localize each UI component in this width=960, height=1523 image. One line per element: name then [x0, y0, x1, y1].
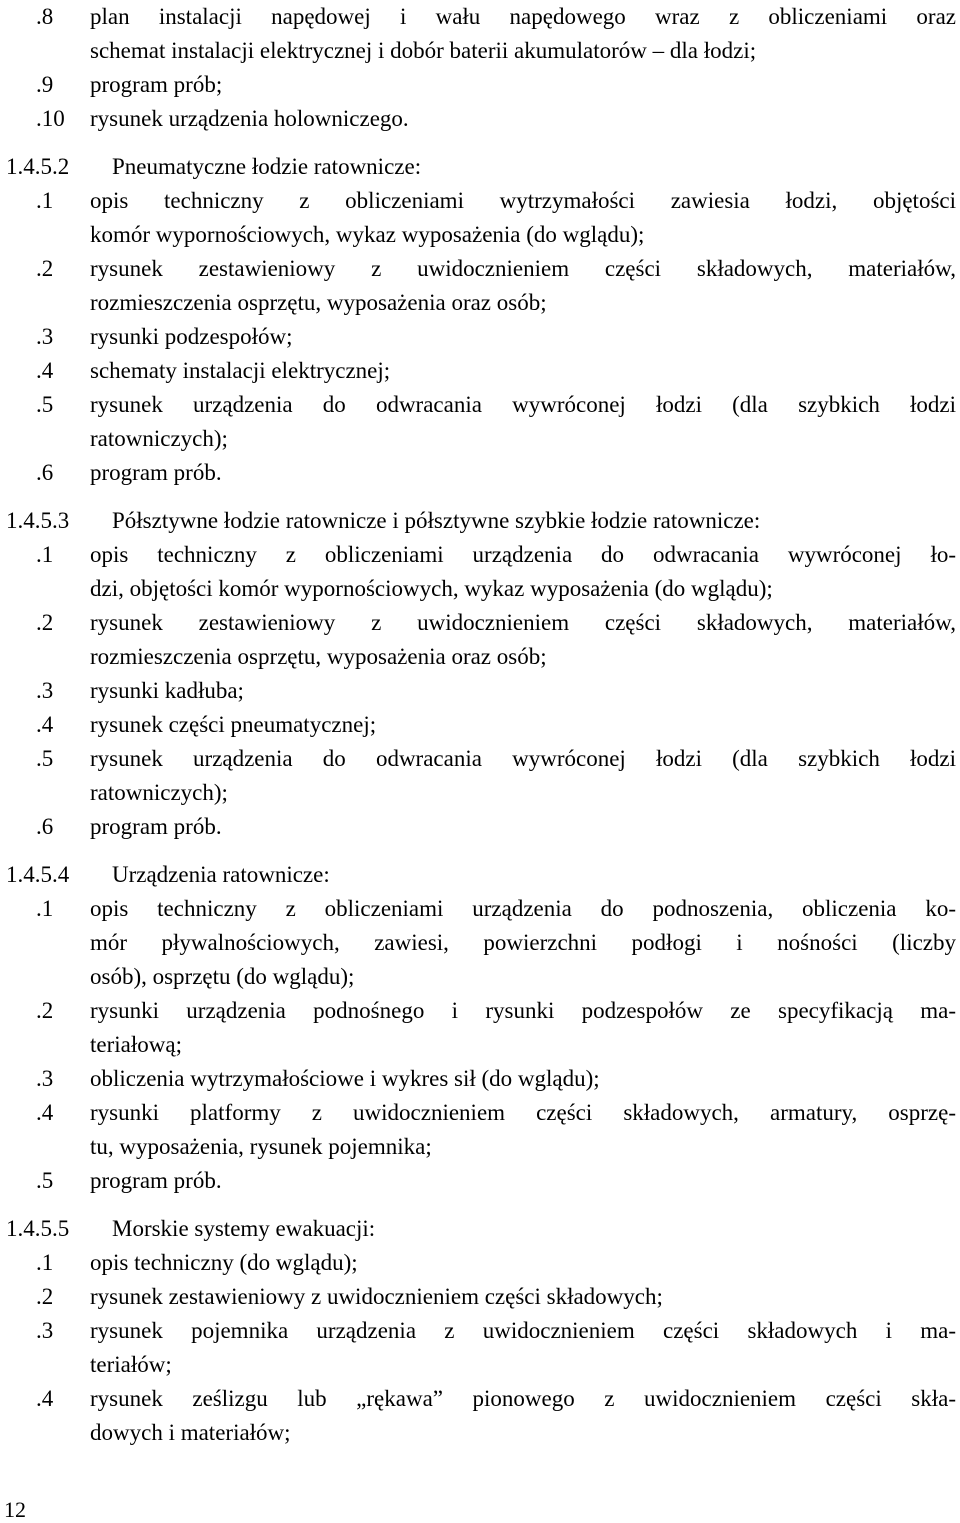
section-heading — [6, 858, 330, 892]
item-text-line: teriałów; — [90, 1352, 172, 1377]
section-number: 1.4.5.4 — [6, 862, 70, 887]
item-number: .1 — [36, 896, 54, 921]
item-number: .4 — [36, 1386, 54, 1411]
item-text-line: tu, wyposażenia, rysunek pojemnika; — [90, 1134, 432, 1159]
item-number: .3 — [36, 678, 54, 703]
item-number: .9 — [36, 72, 54, 97]
item-number: .3 — [36, 1318, 54, 1343]
item-text-line: obliczenia wytrzymałościowe i wykres sił (do wglądu); — [90, 1066, 600, 1091]
item-text-line: rysunki kadłuba; — [90, 678, 244, 703]
item-text-line: rozmieszczenia osprzętu, wyposażenia oraz osób; — [90, 644, 547, 669]
item-text-line: mór pływalnościowych, zawiesi, powierzchni podłogi i nośności (liczby — [90, 930, 956, 955]
item-text-line: rysunek urządzenia do odwracania wywróconej łodzi (dla szybkich łodzi — [90, 746, 956, 771]
section-number: 1.4.5.2 — [6, 154, 70, 179]
section-heading — [6, 1212, 375, 1246]
item-number: .2 — [36, 610, 54, 635]
item-number: .1 — [36, 542, 54, 567]
item-number: .5 — [36, 746, 54, 771]
item-text-line: schemat instalacji elektrycznej i dobór baterii akumulatorów – dla łodzi; — [90, 38, 757, 63]
item-text-line: opis techniczny z obliczeniami wytrzymałości zawiesia łodzi, objętości — [90, 188, 956, 213]
item-number: .5 — [36, 392, 54, 417]
item-number: .1 — [36, 1250, 54, 1275]
page-number: 12 — [4, 1497, 26, 1522]
item-text-line: rysunek zestawieniowy z uwidocznieniem części składowych, materiałów, — [90, 256, 956, 281]
item-text-line: rysunki urządzenia podnośnego i rysunki podzespołów ze specyfikacją ma- — [90, 998, 956, 1023]
item-text-line: rozmieszczenia osprzętu, wyposażenia oraz osób; — [90, 290, 547, 315]
item-number: .2 — [36, 1284, 54, 1309]
item-number: .4 — [36, 712, 54, 737]
item-text-line: rysunki platformy z uwidocznieniem części składowych, armatury, osprzę- — [90, 1100, 956, 1125]
section-title: Morskie systemy ewakuacji: — [112, 1216, 376, 1241]
item-number: .5 — [36, 1168, 54, 1193]
item-text-line: ratowniczych); — [90, 426, 228, 451]
item-text-line: rysunek zestawieniowy z uwidocznieniem części składowych, materiałów, — [90, 610, 956, 635]
item-text-line: opis techniczny z obliczeniami urządzenia do odwracania wywróconej ło- — [90, 542, 956, 567]
section-title: Półsztywne łodzie ratownicze i półsztywne szybkie łodzie ratownicze: — [112, 508, 761, 533]
section-heading — [6, 504, 760, 538]
item-text-line: program prób. — [90, 814, 222, 839]
item-text-line: dzi, objętości komór wypornościowych, wykaz wyposażenia (do wglądu); — [90, 576, 773, 601]
section-heading — [6, 150, 421, 184]
item-number: .3 — [36, 1066, 54, 1091]
item-text-line: rysunek urządzenia do odwracania wywróconej łodzi (dla szybkich łodzi — [90, 392, 956, 417]
item-text-line: rysunek pojemnika urządzenia z uwidocznieniem części składowych i ma- — [90, 1318, 956, 1343]
section-number: 1.4.5.3 — [6, 508, 70, 533]
item-text-line: rysunek zestawieniowy z uwidocznieniem części składowych; — [90, 1284, 663, 1309]
item-text-line: rysunki podzespołów; — [90, 324, 293, 349]
item-text-line: komór wypornościowych, wykaz wyposażenia (do wglądu); — [90, 222, 645, 247]
item-text-line: program prób. — [90, 460, 222, 485]
section-number: 1.4.5.5 — [6, 1216, 70, 1241]
item-text-line: osób), osprzętu (do wglądu); — [90, 964, 355, 989]
item-number: .3 — [36, 324, 54, 349]
item-number: .4 — [36, 1100, 54, 1125]
item-text-line: rysunek urządzenia holowniczego. — [90, 106, 409, 131]
item-text-line: ratowniczych); — [90, 780, 228, 805]
item-text-line: program prób; — [90, 72, 223, 97]
item-text-line: schematy instalacji elektrycznej; — [90, 358, 391, 383]
item-number: .6 — [36, 460, 54, 485]
item-text-line: dowych i materiałów; — [90, 1420, 291, 1445]
item-number: .4 — [36, 358, 54, 383]
item-number: .10 — [36, 106, 65, 131]
section-title: Urządzenia ratownicze: — [112, 862, 330, 887]
item-text-line: plan instalacji napędowej i wału napędowego wraz z obliczeniami oraz — [90, 4, 956, 29]
item-number: .2 — [36, 998, 54, 1023]
item-text-line: teriałową; — [90, 1032, 182, 1057]
item-number: .2 — [36, 256, 54, 281]
item-text-line: rysunek ześlizgu lub „rękawa” pionowego z uwidocznieniem części skła- — [90, 1386, 956, 1411]
item-text-line: opis techniczny (do wglądu); — [90, 1250, 358, 1275]
item-number: .8 — [36, 4, 54, 29]
item-text-line: program prób. — [90, 1168, 222, 1193]
item-number: .6 — [36, 814, 54, 839]
item-number: .1 — [36, 188, 54, 213]
item-text-line: rysunek części pneumatycznej; — [90, 712, 377, 737]
item-text-line: opis techniczny z obliczeniami urządzenia do podnoszenia, obliczenia ko- — [90, 896, 956, 921]
section-title: Pneumatyczne łodzie ratownicze: — [112, 154, 422, 179]
